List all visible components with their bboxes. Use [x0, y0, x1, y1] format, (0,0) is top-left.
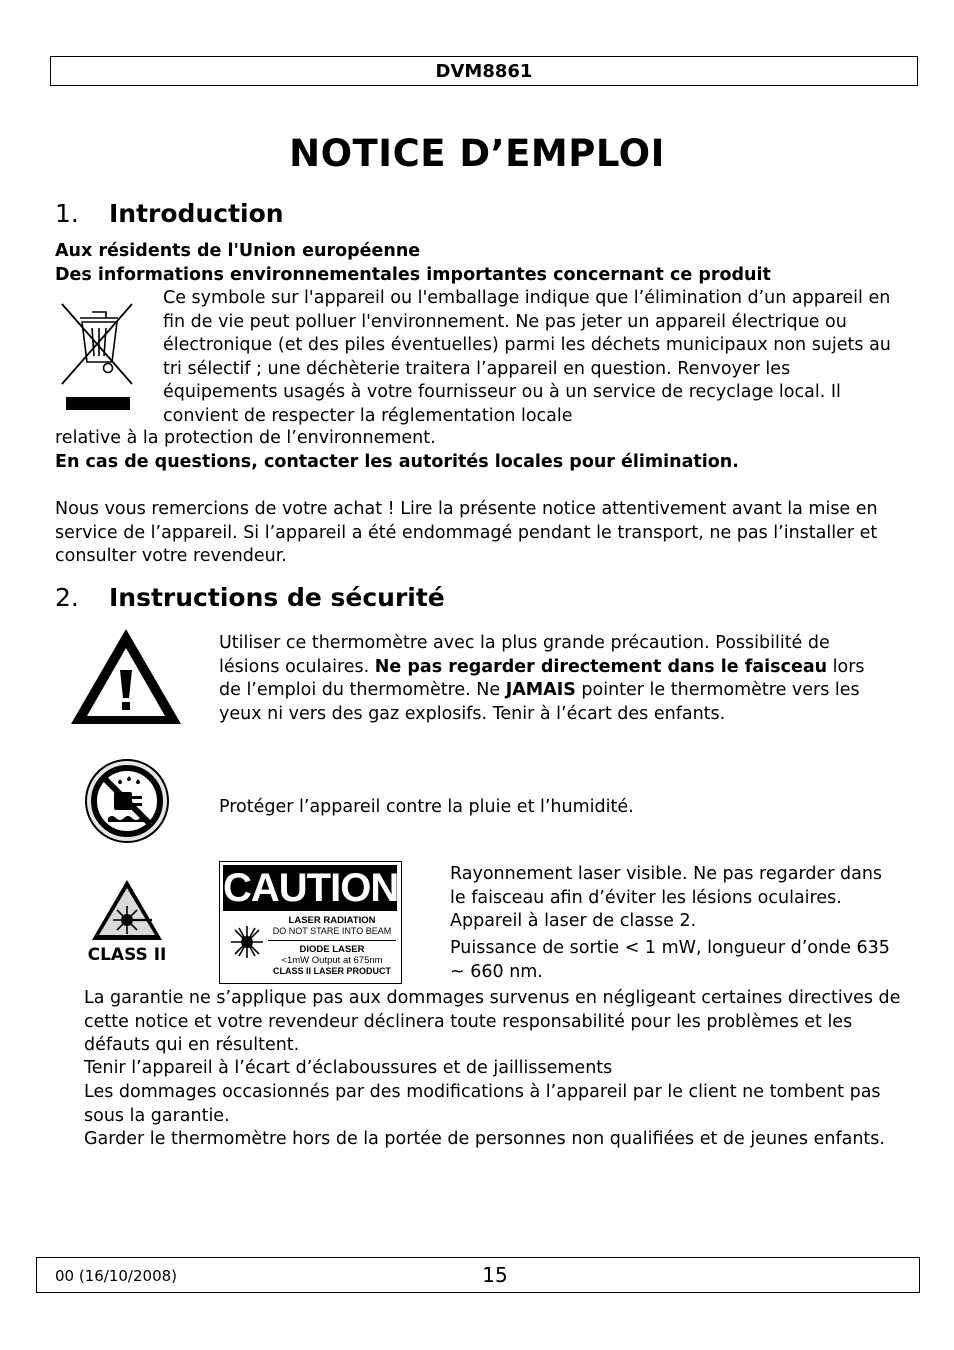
contact-note: En cas de questions, contacter les autorités locales pour élimination.: [55, 452, 739, 472]
caution-line-2: DO NOT STARE INTO BEAM: [272, 926, 392, 936]
warning-paragraph: [219, 632, 889, 726]
weee-paragraph: Ce symbole sur l'appareil ou l'emballage indique que l’élimination d’un appareil en fin de vie peut polluer l'environnement. Ne pas jeter un appareil électrique ou électronique (et des piles éventuelles) parmi les déchets municipaux non sujets au tri sélectif ; une déchèterie traitera l’appareil en question. Renvoyer les équipements usagés à votre fournisseur ou à un service de recyclage local. Il convient de respecter la réglementation locale: [163, 288, 891, 426]
class-ii-label: CLASS II: [87, 945, 167, 965]
keep-away-paragraph: Garder le thermomètre hors de la portée de personnes non qualifiées et de jeunes enfants.: [84, 1129, 885, 1149]
laser-text-2: Puissance de sortie < 1 mW, longueur d’onde 635 ~ 660 nm.: [450, 938, 890, 982]
warning-text-bold-2: JAMAIS: [505, 680, 576, 700]
laser-text-1: Rayonnement laser visible. Ne pas regarder dans le faisceau afin d’éviter les lésions oculaires. Appareil à laser de classe 2.: [450, 864, 883, 931]
caution-divider: [268, 940, 396, 941]
humidity-text: Protéger l’appareil contre la pluie et l’humidité.: [219, 797, 634, 817]
weee-paragraph-end: relative à la protection de l’environnement.: [55, 428, 436, 448]
footer-version: 00 (16/10/2008): [55, 1267, 178, 1285]
page-number: 15: [482, 1263, 508, 1287]
caution-line-4: <1mW Output at 675nm: [281, 955, 383, 966]
modifications-paragraph: Les dommages occasionnés par des modifications à l’appareil par le client ne tombent pas sous la garantie.: [84, 1082, 881, 1126]
no-humidity-icon: [84, 758, 170, 844]
warning-text-1: Utiliser ce thermomètre avec la plus grande précaution. Possibilité de lésions oculaires.: [219, 633, 830, 677]
page-title: NOTICE D’EMPLOI: [289, 132, 665, 175]
warning-text-2: lors de l’emploi du thermomètre. Ne: [219, 656, 865, 700]
weee-bin-icon: [56, 296, 136, 416]
warning-text-bold-1: Ne pas regarder directement dans le faisceau: [374, 656, 828, 677]
eu-residents-heading: Aux résidents de l'Union européenne: [55, 241, 421, 261]
thanks-paragraph: Nous vous remercions de votre achat ! Lire la présente notice attentivement avant la mise en service de l’appareil. Si l’appareil a été endommagé pendant le transport, ne pas l’installer et consulter votre revendeur.: [55, 499, 878, 566]
document-header: [50, 56, 918, 86]
splash-paragraph: Tenir l’appareil à l’écart d’éclaboussures et de jaillissements: [84, 1058, 613, 1078]
section-2-title: Instructions de sécurité: [109, 583, 445, 612]
caution-line-5: CLASS II LASER PRODUCT: [272, 966, 391, 976]
section-1-number: 1.: [55, 199, 79, 228]
model-number: DVM8861: [435, 61, 533, 82]
section-1-title: Introduction: [109, 199, 284, 228]
caution-title: CAUTION: [223, 866, 399, 910]
environment-heading: Des informations environnementales importantes concernant ce produit: [55, 265, 771, 285]
section-2-number: 2.: [55, 583, 79, 612]
warning-text-3: pointer le thermomètre vers les yeux ni vers des gaz explosifs. Tenir à l’écart des enfants.: [219, 680, 860, 724]
laser-starburst-icon: [228, 916, 266, 978]
caution-line-1: LASER RADIATION: [288, 915, 376, 926]
caution-label: [219, 861, 402, 984]
guarantee-paragraph: La garantie ne s’applique pas aux dommages survenus en négligeant certaines directives de cette notice et votre revendeur déclinera toute responsabilité pour les problèmes et les défauts qui en résultent.: [84, 988, 901, 1055]
caution-line-3: DIODE LASER: [299, 944, 365, 955]
warning-triangle-icon: [68, 626, 184, 728]
laser-warning-icon: [90, 878, 164, 942]
